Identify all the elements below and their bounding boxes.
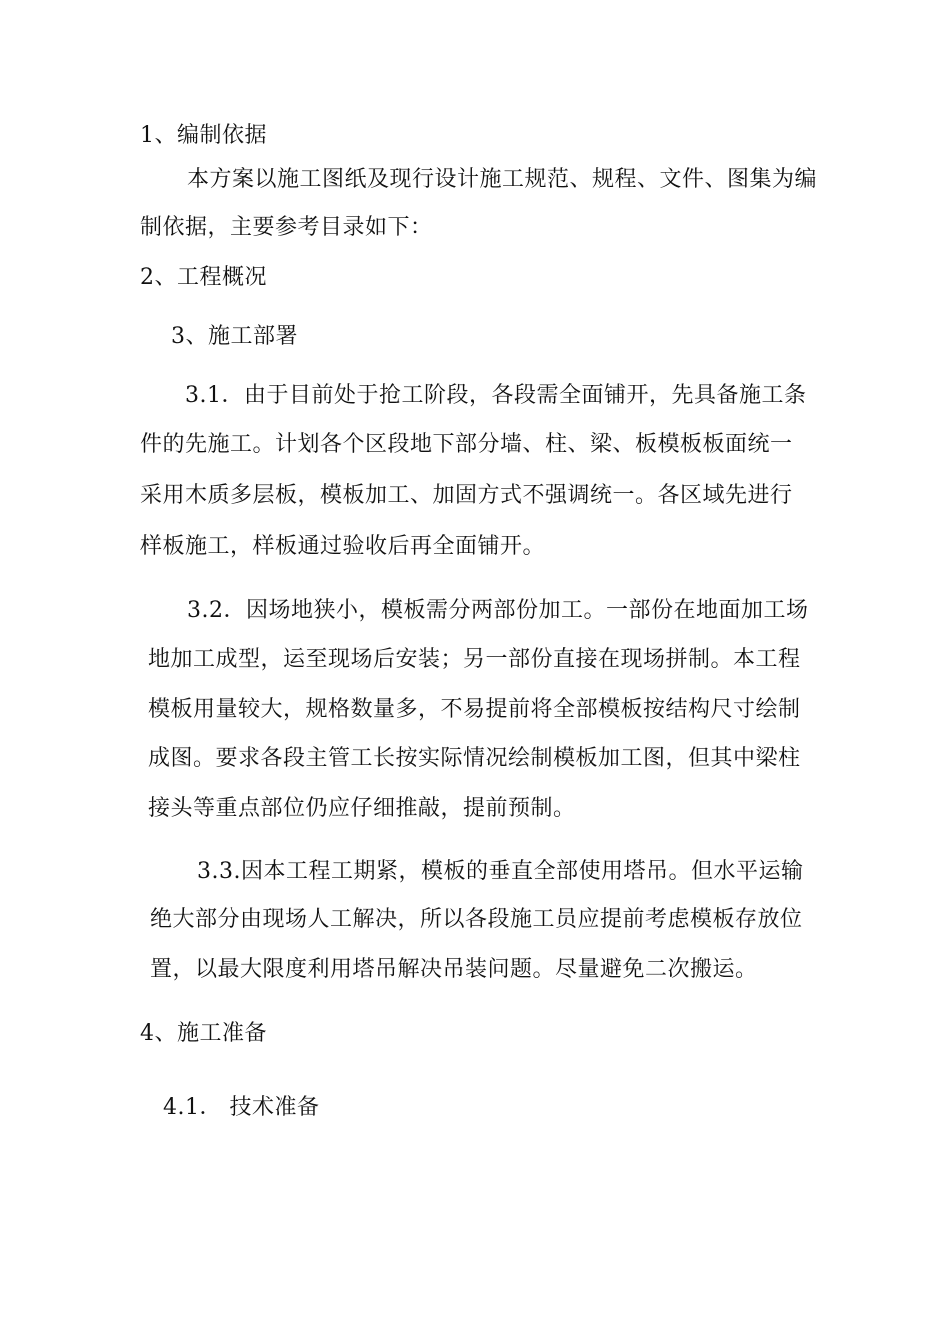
- paragraph-line: 件的先施工。计划各个区段地下部分墙、柱、梁、板模板板面统一: [140, 432, 793, 457]
- paragraph-line: 成图。要求各段主管工长按实际情况绘制模板加工图，但其中梁柱: [148, 746, 801, 771]
- subsection-heading: 4.1． 技术准备: [163, 1095, 320, 1120]
- section-heading-3: 3、施工部署: [171, 324, 298, 349]
- paragraph-line: 3.1．由于目前处于抢工阶段，各段需全面铺开，先具备施工条: [185, 383, 807, 408]
- paragraph-line: 采用木质多层板，模板加工、加固方式不强调统一。各区域先进行: [140, 483, 793, 508]
- paragraph-line: 地加工成型，运至现场后安装；另一部份直接在现场拼制。本工程: [148, 647, 801, 672]
- section-heading-4: 4、施工准备: [140, 1021, 267, 1046]
- section-heading-2: 2、工程概况: [140, 265, 267, 290]
- paragraph-line: 3.2．因场地狭小，模板需分两部份加工。一部份在地面加工场: [187, 598, 809, 623]
- paragraph-line: 绝大部分由现场人工解决，所以各段施工员应提前考虑模板存放位: [150, 907, 803, 932]
- paragraph-line: 制依据，主要参考目录如下：: [140, 215, 433, 240]
- paragraph-line: 3.3.因本工程工期紧，模板的垂直全部使用塔吊。但水平运输: [197, 859, 804, 884]
- paragraph-line: 模板用量较大，规格数量多，不易提前将全部模板按结构尺寸绘制: [148, 697, 801, 722]
- paragraph-line: 置，以最大限度利用塔吊解决吊装问题。尽量避免二次搬运。: [150, 957, 758, 982]
- paragraph-line: 本方案以施工图纸及现行设计施工规范、规程、文件、图集为编: [187, 167, 818, 192]
- section-heading-1: 1、编制依据: [140, 123, 267, 148]
- paragraph-line: 样板施工，样板通过验收后再全面铺开。: [140, 534, 546, 559]
- paragraph-line: 接头等重点部位仍应仔细推敲，提前预制。: [148, 796, 576, 821]
